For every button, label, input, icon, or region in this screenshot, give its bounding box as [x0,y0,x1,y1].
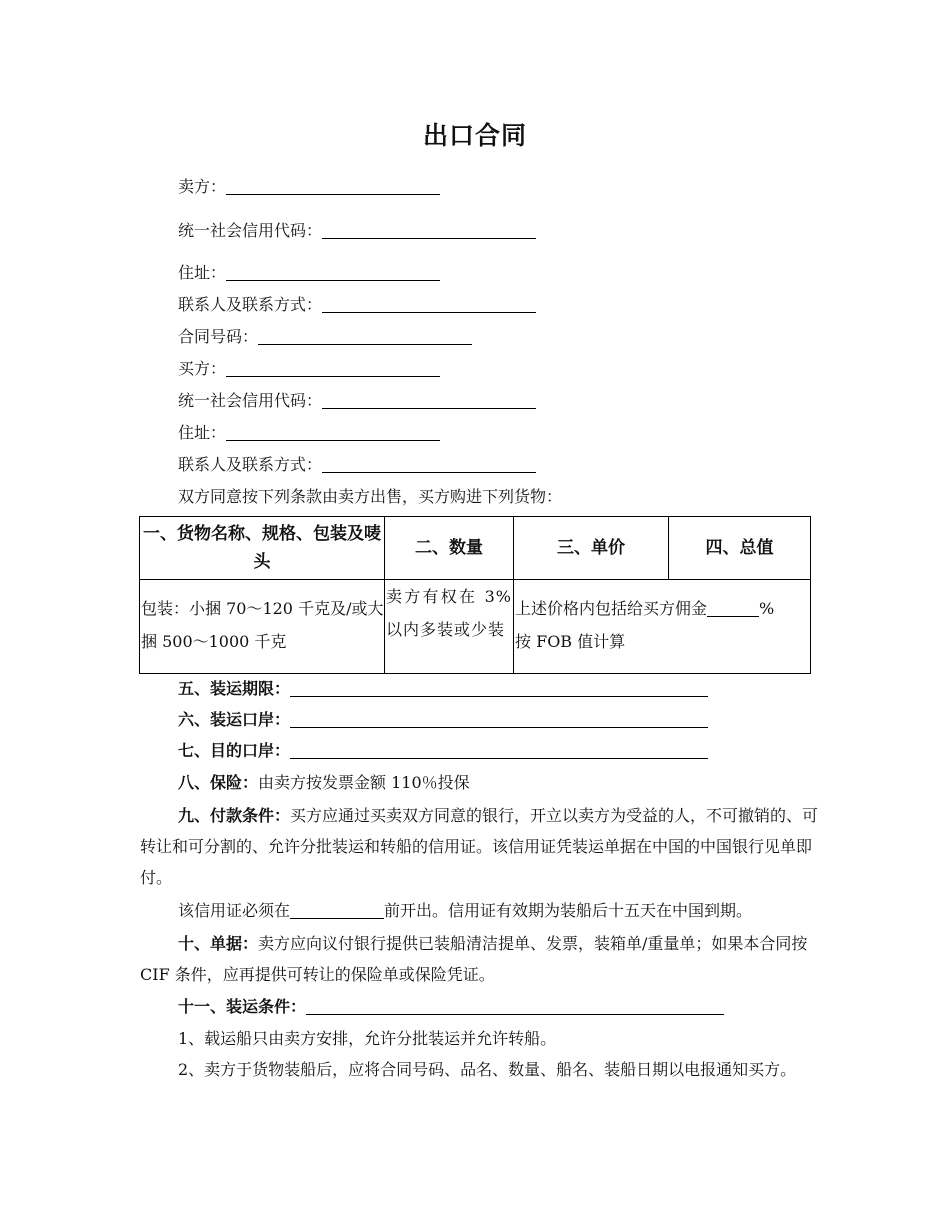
intro-text: 双方同意按下列条款由卖方出售，买方购进下列货物： [178,487,563,506]
header-total-value: 四、总值 [669,517,811,580]
document-title: 出口合同 [422,121,527,150]
buyer-contact-line [178,454,536,476]
buyer-contact-label: 联系人及联系方式： [178,455,323,474]
buyer-address-blank [226,424,440,441]
buyer-address-line [178,422,440,444]
seller-label: 卖方： [178,177,227,196]
buyer-contact-blank [322,456,536,473]
insurance-line [178,772,470,794]
seller-credit-blank [322,222,536,239]
insurance-label: 八、保险： [178,773,259,792]
shipping-terms-label: 十一、装运条件： [178,997,307,1016]
destination-port-label: 七、目的口岸： [178,741,291,760]
destination-port-blank [290,742,708,759]
shipping-terms-line [178,996,724,1018]
shipping-terms-blank [306,998,724,1015]
price-note-a: 上述价格内包括给买方佣金 [515,599,708,618]
seller-blank [226,178,440,195]
loading-port-blank [290,711,708,728]
term-2: 2、卖方于货物装船后，应将合同号码、品名、数量、船名、装船日期以电报通知买方。 [178,1060,797,1079]
seller-address-line [178,262,440,284]
price-note-b: % [759,599,775,618]
loading-port-label: 六、装运口岸： [178,710,291,729]
seller-contact-blank [322,296,536,313]
payment-paragraph [140,800,820,893]
cell-price-note [514,580,811,674]
goods-table [139,516,811,674]
payment-label: 九、付款条件： [178,806,291,825]
documents-label: 十、单据： [178,934,259,953]
seller-credit-line [178,220,536,242]
shipment-period-line [178,678,708,700]
destination-port-line [178,740,708,762]
seller-contact-label: 联系人及联系方式： [178,295,323,314]
header-quantity: 二、数量 [385,517,514,580]
lc-text-a: 该信用证必须在 [178,901,291,920]
documents-text: 卖方应向议付银行提供已装船清洁提单、发票，装箱单/重量单；如果本合同按 CIF 条件，应再提供可转让的保险单或保险凭证。 [140,934,808,984]
term-1: 1、载运船只由卖方安排，允许分批装运并允许转船。 [178,1029,557,1048]
loading-port-line [178,709,708,731]
commission-blank [707,600,759,617]
cell-quantity: 卖方有权在 3% 以内多装或少装 [385,580,514,674]
payment-text: 买方应通过买卖双方同意的银行，开立以卖方为受益的人，不可撤销的、可转让和可分割的、允许分批装运和转船的信用证。该信用证凭装运单据在中国的中国银行见单即付。 [140,806,819,887]
insurance-text: 由卖方按发票金额 110％投保 [258,773,470,792]
contract-no-blank [258,328,472,345]
contract-no-label: 合同号码： [178,327,259,346]
seller-credit-label: 统一社会信用代码： [178,221,323,240]
buyer-credit-label: 统一社会信用代码： [178,391,323,410]
buyer-credit-blank [322,392,536,409]
buyer-blank [226,360,440,377]
shipment-period-label: 五、装运期限： [178,679,291,698]
contract-no-line [178,326,472,348]
lc-line [178,900,752,922]
cell-packing: 包装：小捆 70～120 千克及/或大捆 500～1000 千克 [140,580,385,674]
seller-address-label: 住址： [178,263,227,282]
seller-address-blank [226,264,440,281]
shipment-period-blank [290,680,708,697]
lc-text-b: 前开出。信用证有效期为装船后十五天在中国到期。 [384,901,753,920]
header-unit-price: 三、单价 [514,517,669,580]
price-note-c: 按 FOB 值计算 [515,632,626,651]
lc-date-blank [290,902,384,919]
header-goods: 一、货物名称、规格、包装及唛头 [140,517,385,580]
seller-contact-line [178,294,536,316]
buyer-credit-line [178,390,536,412]
buyer-line [178,358,440,380]
documents-paragraph [140,928,820,990]
buyer-label: 买方： [178,359,227,378]
buyer-address-label: 住址： [178,423,227,442]
seller-line [178,176,440,198]
